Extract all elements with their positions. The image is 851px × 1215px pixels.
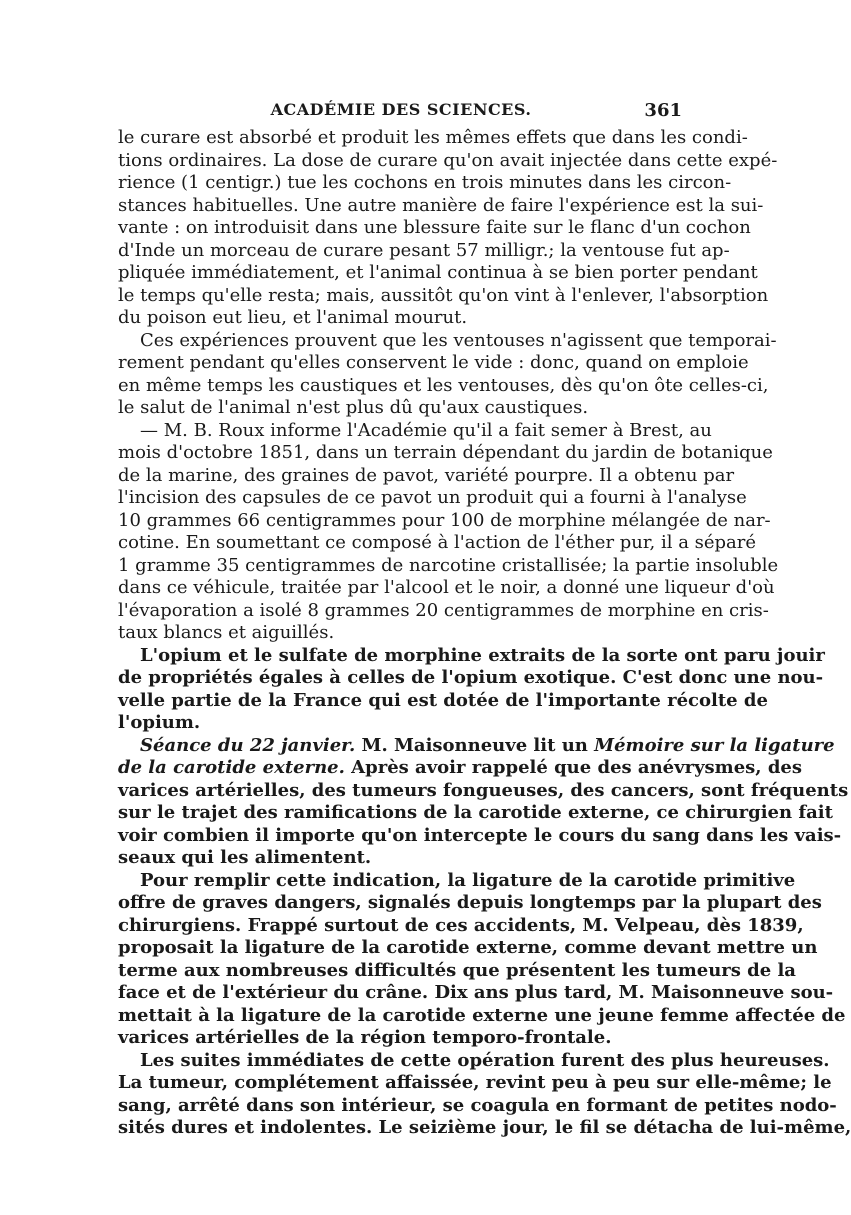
page-number: 361 <box>644 100 682 121</box>
text-line: terme aux nombreuses difficultés que présentent les tumeurs de la <box>118 959 796 981</box>
text-line: tions ordinaires. La dose de curare qu'on avait injectée dans cette expé- <box>118 149 778 171</box>
seance-date: Séance du 22 janvier. <box>140 734 356 756</box>
text-line: de la marine, des graines de pavot, variété pourpre. Il a obtenu par <box>118 464 735 486</box>
running-head-title: ACADÉMIE DES SCIENCES. <box>270 100 532 119</box>
text-line: pliquée immédiatement, et l'animal continua à se bien porter pendant <box>118 262 758 283</box>
text-line: voir combien il importe qu'on intercepte le cours du sang dans les vais- <box>118 824 842 846</box>
text-line: le salut de l'animal n'est plus dû qu'aux caustiques. <box>118 397 589 418</box>
text-line: l'incision des capsules de ce pavot un produit qui a fourni à l'analyse <box>118 487 747 508</box>
text-line <box>118 734 835 758</box>
body-text <box>118 127 851 1140</box>
text-line: cotine. En soumettant ce composé à l'action de l'éther pur, il a séparé <box>118 532 757 553</box>
text-line: varices artérielles de la région temporo-frontale. <box>118 1027 612 1048</box>
text-line: taux blancs et aiguillés. <box>118 622 335 643</box>
text-line <box>118 757 802 780</box>
text-line: du poison eut lieu, et l'animal mourut. <box>118 307 468 328</box>
text-line: Pour remplir cette indication, la ligature de la carotide primitive <box>140 869 796 891</box>
text-line: en même temps les caustiques et les ventouses, dès qu'on ôte celles-ci, <box>118 374 769 396</box>
text-line: — M. B. Roux informe l'Académie qu'il a fait semer à Brest, au <box>140 419 712 441</box>
text-line: de propriétés égales à celles de l'opium exotique. C'est donc une nou- <box>118 667 824 688</box>
carotide-text: Après avoir rappelé que des anévrysmes, des <box>344 757 802 778</box>
text-line: rience (1 centigr.) tue les cochons en trois minutes dans les circon- <box>118 172 732 193</box>
text-line: offre de graves dangers, signalés depuis longtemps par la plupart des <box>118 892 822 913</box>
text-line: varices artérielles, des tumeurs fongueuses, des cancers, sont fréquents <box>118 779 849 801</box>
text-line: sur le trajet des ramifications de la carotide externe, ce chirurgien fait <box>118 802 833 823</box>
text-line: d'Inde un morceau de curare pesant 57 milligr.; la ventouse fut ap- <box>118 239 730 261</box>
text-line: mois d'octobre 1851, dans un terrain dépendant du jardin de botanique <box>118 442 773 463</box>
text-line: velle partie de la France qui est dotée de l'importante récolte de <box>118 689 768 711</box>
text-line: vante : on introduisit dans une blessure faite sur le flanc d'un cochon <box>118 217 751 238</box>
text-line: sang, arrêté dans son intérieur, se coagula en formant de petites nodo- <box>118 1094 837 1116</box>
memoire-title-1: Mémoire sur la ligature <box>594 734 835 756</box>
text-line: l'opium. <box>118 712 201 733</box>
memoire-title-2: de la carotide externe. <box>118 757 345 778</box>
text-line: dans ce véhicule, traitée par l'alcool et le noir, a donné une liqueur d'où <box>118 577 775 598</box>
text-line: 10 grammes 66 centigrammes pour 100 de morphine mélangée de nar- <box>118 509 771 531</box>
text-line: le curare est absorbé et produit les mêmes effets que dans les condi- <box>118 127 748 148</box>
text-line: stances habituelles. Une autre manière de faire l'expérience est la sui- <box>118 194 764 216</box>
text-line: Ces expériences prouvent que les ventouses n'agissent que temporai- <box>140 329 777 351</box>
text-line: La tumeur, complétement affaissée, revint peu à peu sur elle-même; le <box>118 1072 832 1093</box>
text-line: 1 gramme 35 centigrammes de narcotine cristallisée; la partie insoluble <box>118 554 779 576</box>
text-line: l'évaporation a isolé 8 grammes 20 centigrammes de morphine en cris- <box>118 599 769 621</box>
text-line: face et de l'extérieur du crâne. Dix ans plus tard, M. Maisonneuve sou- <box>118 982 834 1003</box>
text-line: le temps qu'elle resta; mais, aussitôt qu'on vint à l'enlever, l'absorption <box>118 284 769 306</box>
text-line: rement pendant qu'elles conservent le vide : donc, quand on emploie <box>118 352 749 373</box>
text-line: chirurgiens. Frappé surtout de ces accidents, M. Velpeau, dès 1839, <box>118 914 804 936</box>
text-line: mettait à la ligature de la carotide externe une jeune femme affectée de <box>118 1004 846 1026</box>
text-line: seaux qui les alimentent. <box>118 847 372 868</box>
text-line: L'opium et le sulfate de morphine extraits de la sorte ont paru jouir <box>140 644 825 666</box>
text-line: sités dures et indolentes. Le seizième jour, le fil se détacha de lui-même, <box>118 1117 851 1138</box>
text-line: proposait la ligature de la carotide externe, comme devant mettre un <box>118 937 818 958</box>
seance-text: M. Maisonneuve lit un <box>355 734 595 756</box>
text-line: Les suites immédiates de cette opération furent des plus heureuses. <box>140 1049 830 1071</box>
running-head <box>118 100 684 124</box>
